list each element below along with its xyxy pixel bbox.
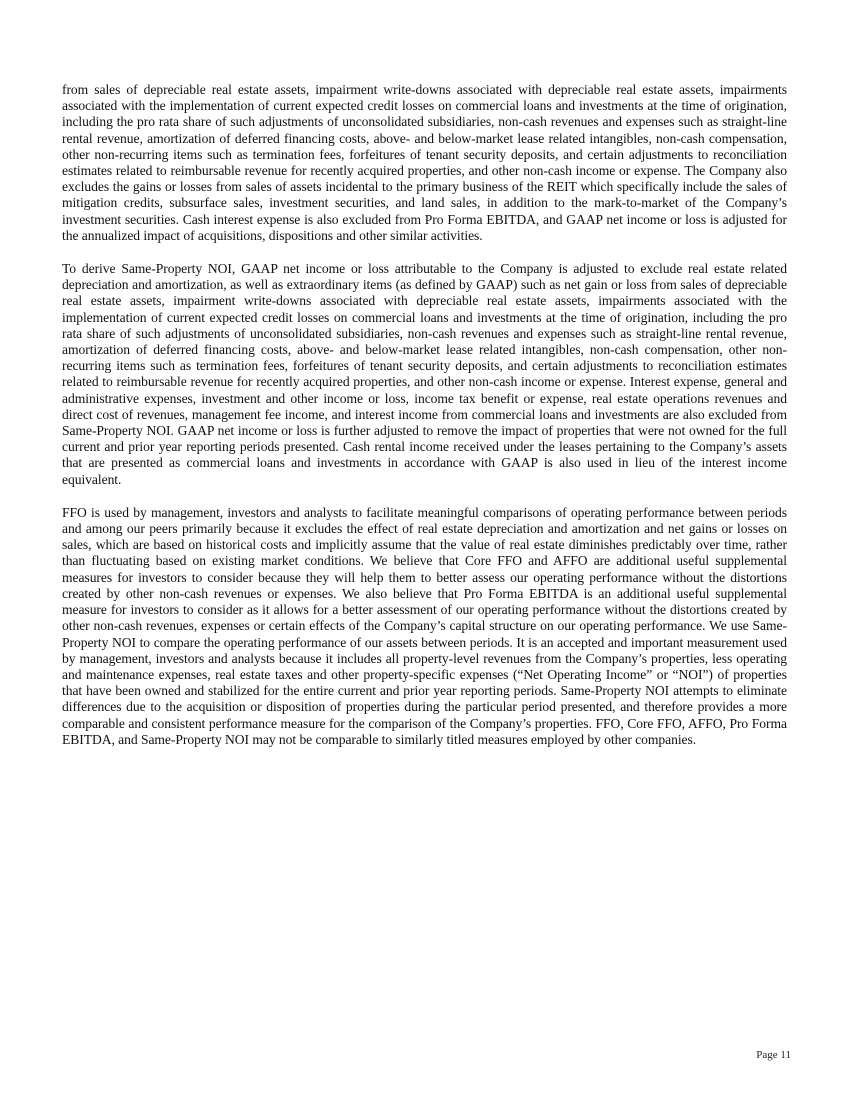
page-number: Page 11 <box>756 1049 791 1061</box>
paragraph-pro-forma-ebitda-continued: from sales of depreciable real estate assets, impairment write-downs associated with depreciable real estate assets, impairments associated with the implementation of current expected credit losses on commercial loans and investments at the time of origination, including the pro rata share of such adjustments of unconsolidated subsidiaries, non-cash revenues and expenses such as straight-line rental revenue, amortization of deferred financing costs, above- and below-market lease related intangibles, non-cash compensation, other non-recurring items such as termination fees, forfeitures of tenant security deposits, and certain adjustments to reconciliation estimates related to reimbursable revenue for recently acquired properties, and other non-cash income or expense. The Company also excludes the gains or losses from sales of assets incidental to the primary business of the REIT which specifically include the sales of mitigation credits, subsurface sales, investment securities, and land sales, in addition to the mark-to-market of the Company’s investment securities. Cash interest expense is also excluded from Pro Forma EBITDA, and GAAP net income or loss is adjusted for the annualized impact of acquisitions, dispositions and other similar activities. <box>62 82 787 243</box>
document-body <box>62 82 787 765</box>
paragraph-non-gaap-measures-rationale: FFO is used by management, investors and analysts to facilitate meaningful comparisons of operating performance between periods and among our peers primarily because it excludes the effect of real estate depreciation and amortization and net gains or losses on sales, which are based on historical costs and implicitly assume that the value of real estate diminishes predictably over time, rather than fluctuating based on existing market conditions. We believe that Core FFO and AFFO are additional useful supplemental measures for investors to consider because they will help them to better assess our operating performance without the distortions created by other non-cash revenues or expenses. We also believe that Pro Forma EBITDA is an additional useful supplemental measure for investors to consider as it allows for a better assessment of our operating performance without the distortions created by other non-cash revenues, expenses or certain effects of the Company’s capital structure on our operating performance. We use Same-Property NOI to compare the operating performance of our assets between periods. It is an accepted and important measurement used by management, investors and analysts because it includes all property-level revenues from the Company’s properties, less operating and maintenance expenses, real estate taxes and other property-specific expenses (“Net Operating Income” or “NOI”) of properties that have been owned and stabilized for the entire current and prior year reporting periods. Same-Property NOI attempts to eliminate differences due to the acquisition or disposition of properties during the particular period presented, and therefore provides a more comparable and consistent performance measure for the comparison of the Company’s properties. FFO, Core FFO, AFFO, Pro Forma EBITDA, and Same-Property NOI may not be comparable to similarly titled measures employed by other companies. <box>62 504 787 747</box>
paragraph-same-property-noi-definition: To derive Same-Property NOI, GAAP net income or loss attributable to the Company is adjusted to exclude real estate related depreciation and amortization, as well as extraordinary items (as defined by GAAP) such as net gain or loss from sales of depreciable real estate assets, impairment write-downs associated with depreciable real estate assets, impairments associated with the implementation of current expected credit losses on commercial loans and investments at the time of origination, including the pro rata share of such adjustments of unconsolidated subsidiaries, non-cash revenues and expenses such as straight-line rental revenue, amortization of deferred financing costs, above- and below-market lease related intangibles, non-cash compensation, other non-recurring items such as termination fees, forfeitures of tenant security deposits, and certain adjustments to reconciliation estimates related to reimbursable revenue for recently acquired properties, and other non-cash income or expense. Interest expense, general and administrative expenses, investment and other income or loss, income tax benefit or expense, real estate operations revenues and direct cost of revenues, management fee income, and interest income from commercial loans and investments are also excluded from Same-Property NOI. GAAP net income or loss is further adjusted to remove the impact of properties that were not owned for the full current and prior year reporting periods presented. Cash rental income received under the leases pertaining to the Company’s assets that are presented as commercial loans and investments in accordance with GAAP is also used in lieu of the interest income equivalent. <box>62 261 787 487</box>
